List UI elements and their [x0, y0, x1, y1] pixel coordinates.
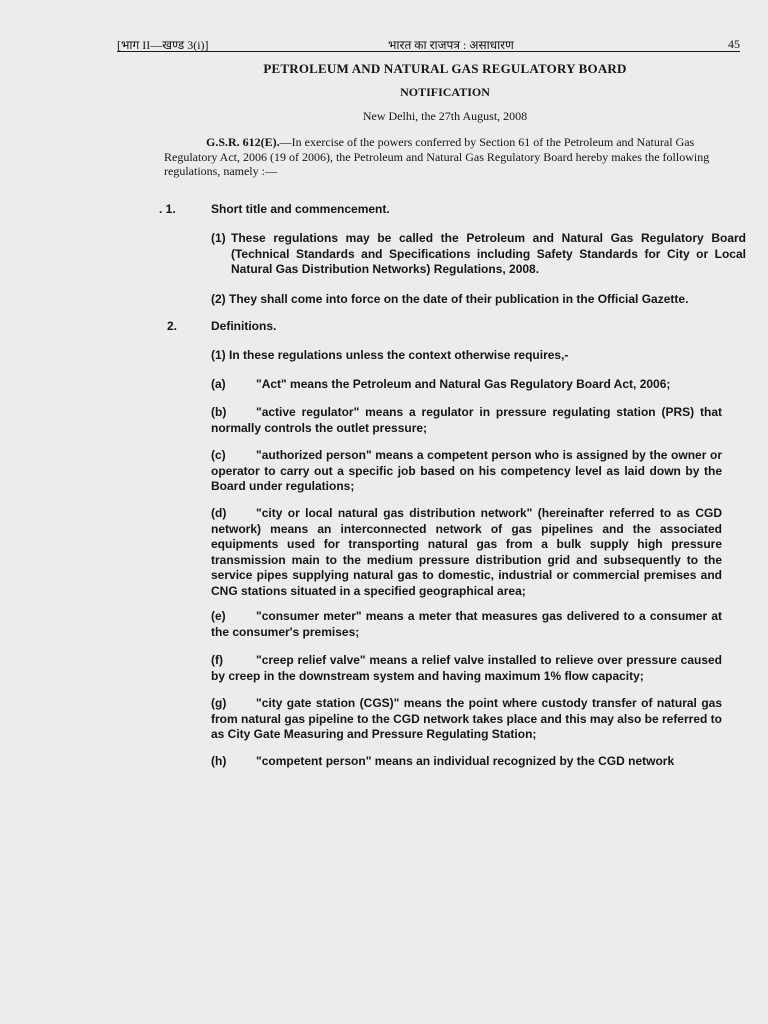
definition-b [211, 405, 722, 436]
header-gazette-title: भारत का राजपत्र : असाधारण [388, 38, 514, 52]
header-rule [117, 51, 740, 52]
preamble-text: —In exercise of the powers conferred by Section 61 of the Petroleum and Natural Gas Regulatory Act, 2006 (19 of 2006), the Petroleum and Natural Gas Regulatory Board hereby makes the following regulations, namely :— [164, 135, 710, 178]
clause-1-1 [211, 231, 746, 278]
section-number: . 1. [159, 202, 176, 216]
header-page-number: 45 [728, 37, 740, 51]
clause-text: In these regulations unless the context otherwise requires,- [229, 348, 569, 362]
definition-label: (b) [211, 405, 227, 419]
gsr-reference: G.S.R. 612(E). [206, 135, 280, 149]
definition-label: (a) [211, 377, 226, 391]
clause-text: They shall come into force on the date of their publication in the Official Gazette. [229, 292, 689, 306]
definition-label: (h) [211, 754, 227, 768]
definition-label: (g) [211, 696, 227, 710]
preamble [164, 135, 730, 179]
clause-label: (1) [211, 231, 226, 245]
definition-text: "Act" means the Petroleum and Natural Gas Regulatory Board Act, 2006; [256, 377, 671, 391]
dateline: New Delhi, the 27th August, 2008 [362, 109, 528, 123]
definition-text: "consumer meter" means a meter that measures gas delivered to a consumer at the consumer's premises; [211, 609, 722, 639]
section-heading: Short title and commencement. [211, 202, 390, 216]
notification-label: NOTIFICATION [400, 85, 490, 99]
definition-text: "city gate station (CGS)" means the point where custody transfer of natural gas from natural gas pipeline to the CGD network takes place and this may also be referred to as City Gate Measuring and Pressure Regulating Station; [211, 696, 722, 741]
definition-h [211, 754, 722, 770]
definition-d [211, 506, 722, 599]
definition-text: "creep relief valve" means a relief valve installed to relieve over pressure caused by creep in the downstream system and having maximum 1% flow capacity; [211, 653, 722, 683]
definition-text: "active regulator" means a regulator in pressure regulating station (PRS) that normally controls the outlet pressure; [211, 405, 722, 435]
definition-g [211, 696, 722, 743]
definition-text: "city or local natural gas distribution network" (hereinafter referred to as CGD network) means an interconnected network of gas pipelines and the associated equipments used for transporting natural gas from a bulk supply high pressure transmission main to the medium pressure distribution grid and subsequently to the service pipes supplying natural gas to domestic, industrial or commercial premises and CNG stations situated in a specified geographical area; [211, 506, 722, 598]
definition-label: (c) [211, 448, 226, 462]
definition-label: (e) [211, 609, 226, 623]
header-section-ref: [भाग II—खण्ड 3(i)] [117, 38, 209, 52]
definition-c [211, 448, 722, 495]
definition-text: "competent person" means an individual recognized by the CGD network [256, 754, 675, 768]
definition-a [211, 377, 736, 393]
definition-label: (d) [211, 506, 227, 520]
definition-e [211, 609, 722, 640]
clause-2-1 [211, 348, 736, 364]
definition-text: "authorized person" means a competent person who is assigned by the owner or operator to carry out a specific job based on his competency level as laid down by the Board under regulations; [211, 448, 722, 493]
section-heading: Definitions. [211, 319, 277, 333]
running-header [0, 0, 768, 60]
clause-label: (1) [211, 348, 226, 362]
board-title: PETROLEUM AND NATURAL GAS REGULATORY BOARD [263, 61, 627, 76]
section-number: 2. [167, 319, 178, 333]
definition-label: (f) [211, 653, 223, 667]
clause-label: (2) [211, 292, 226, 306]
clause-text: These regulations may be called the Petroleum and Natural Gas Regulatory Board (Technical Standards and Specifications including Safety Standards for City or Local Natural Gas Distribution Networks) Regulations, 2008. [231, 231, 746, 276]
definition-f [211, 653, 722, 684]
clause-1-2 [211, 292, 736, 308]
